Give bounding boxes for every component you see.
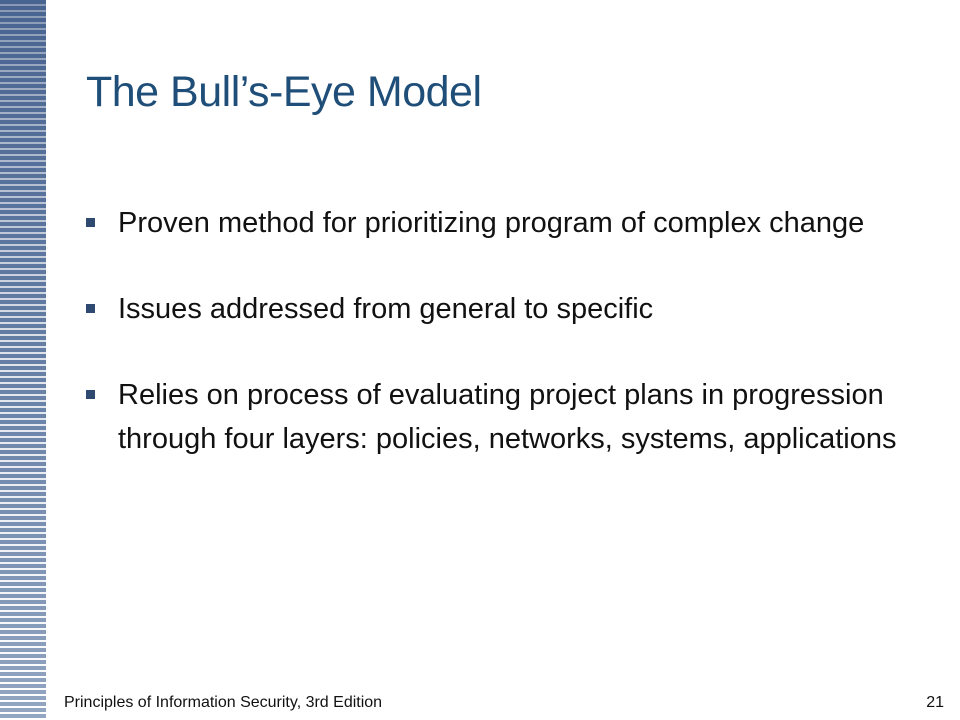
- bullet-item: [86, 373, 926, 461]
- bullet-text: Proven method for prioritizing program of complex change: [118, 207, 865, 239]
- page-number: 21: [926, 694, 944, 711]
- bullet-text: Issues addressed from general to specific: [118, 293, 654, 325]
- bullet-item: [86, 287, 926, 331]
- square-bullet-icon: [86, 390, 95, 399]
- footer-book-title: Principles of Information Security, 3rd Edition: [64, 694, 383, 711]
- decorative-stripe-bar: [0, 0, 46, 720]
- square-bullet-icon: [86, 304, 95, 313]
- square-bullet-icon: [86, 218, 95, 227]
- bullet-item: [86, 201, 926, 245]
- slide-title: The Bull’s-Eye Model: [86, 68, 482, 116]
- bullet-text: Relies on process of evaluating project plans in progression through four layers: policies, networks, systems, applications: [118, 379, 897, 455]
- bullet-list: [86, 201, 926, 503]
